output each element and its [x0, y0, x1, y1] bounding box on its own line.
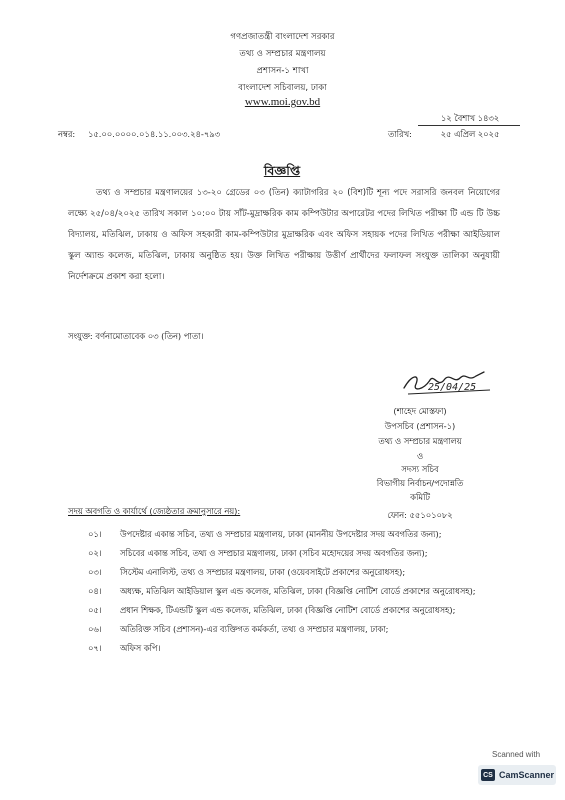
- section-name: প্রশাসন-১ শাখা: [256, 66, 309, 76]
- distribution-item-number: ০১।: [88, 529, 102, 539]
- camscanner-logo-icon: CS: [481, 769, 495, 781]
- distribution-item-number: ০৪।: [88, 586, 102, 596]
- distribution-item: [68, 585, 508, 603]
- distribution-item: [68, 547, 508, 565]
- camscanner-box: [478, 765, 556, 785]
- memo-number: ১৫.০০.০০০০.০১৪.১১.০০৩.২৪-৭৯৩: [88, 129, 221, 139]
- distribution-item-number: ০৫।: [88, 605, 102, 615]
- distribution-item-text: প্রধান শিক্ষক, টিএন্ডটি স্কুল এন্ড কলেজ, মতিঝিল, ঢাকা (বিজ্ঞপ্তি নোটিশ বোর্ডে প্রকাশের অনুরোধসহ);: [120, 605, 456, 615]
- memo-number-label: নম্বর:: [58, 129, 76, 139]
- distribution-item-text: উপদেষ্টার একান্ত সচিব, তথ্য ও সম্প্রচার মন্ত্রণালয়, ঢাকা (মাননীয় উপদেষ্টার সদয় অবগতির জন্য);: [120, 529, 442, 539]
- date-gregorian: ২৫ এপ্রিল ২০২৫: [440, 129, 500, 139]
- distribution-item: [68, 642, 508, 660]
- distribution-item-text: সিস্টেম এনালিস্ট, তথ্য ও সম্প্রচার মন্ত্রণালয়, ঢাকা (ওয়েবসাইটে প্রকাশের অনুরোধসহ);: [120, 567, 406, 577]
- distribution-item-text: অফিস কপি।: [120, 643, 161, 653]
- date-label: তারিখ:: [388, 129, 412, 139]
- distribution-heading: সদয় অবগতি ও কার্যার্থে (জ্যেষ্ঠতার ক্রমানুসারে নয়):: [68, 506, 241, 516]
- camscanner-name: CamScanner: [499, 770, 555, 780]
- date-divider: [418, 125, 520, 126]
- distribution-item-text: সচিবের একান্ত সচিব, তথ্য ও সম্প্রচার মন্ত্রণালয়, ঢাকা (সচিব মহোদয়ের সদয় অবগতির জন্য);: [120, 548, 428, 558]
- committee-line-2: কমিটি: [410, 492, 430, 502]
- attachment-note: সংযুক্ত: বর্ণনামোতাবেক ০৩ (তিন) পাতা।: [68, 331, 204, 341]
- ministry-name: তথ্য ও সম্প্রচার মন্ত্রণালয়: [239, 49, 326, 59]
- distribution-item-number: ০৩।: [88, 567, 102, 577]
- notice-title: বিজ্ঞপ্তি: [263, 163, 301, 178]
- date-bangla: ১২ বৈশাখ ১৪৩২: [440, 113, 500, 123]
- camscanner-badge: [478, 750, 558, 792]
- distribution-item: [68, 623, 508, 641]
- distribution-item-text: অতিরিক্ত সচিব (প্রশাসন)-এর ব্যক্তিগত কর্মকর্তা, তথ্য ও সম্প্রচার মন্ত্রণালয়, ঢাকা;: [120, 624, 389, 634]
- office-location: বাংলাদেশ সচিবালয়, ঢাকা: [238, 83, 327, 93]
- notice-title-wrap: [250, 160, 314, 183]
- distribution-item: [68, 566, 508, 584]
- notice-body: তথ্য ও সম্প্রচার মন্ত্রণালয়ের ১৩-২০ গ্রেডের ০৩ (তিন) ক্যাটাগরির ২০ (বিশ)টি শূন্য পদে সরাসরি জনবল নিয়োগের লক্ষ্যে ২৫/০৪/২০২৫ তারিখ সকাল ১০:০০ টায় সাঁট-মুদ্রাক্ষরিক কাম কম্পিউটার অপারেটর পদের লিখিত পরীক্ষা টি এন্ড টি উচ্চ বিদ্যালয়, মতিঝিল, ঢাকায় ও অফিস সহকারী কাম-কম্পিউটার মুদ্রাক্ষরিক এবং অফিস সহায়ক পদের লিখিত পরীক্ষা আইডিয়াল স্কুল অ্যান্ড কলেজ, মতিঝিল, ঢাকায় অনুষ্ঠিত হয়। উক্ত লিখিত পরীক্ষায় উত্তীর্ণ প্রার্থীদের ফলাফল সংযুক্ত তালিকা অনুযায়ী নির্দেশক্রমে প্রকাশ করা হলো।: [68, 188, 500, 282]
- signatory-role: সদস্য সচিব: [401, 464, 439, 474]
- scanned-with-label: Scanned with: [492, 750, 541, 759]
- signatory-designation: উপসচিব (প্রশাসন-১): [384, 421, 456, 431]
- signature-date: 25/04/25: [428, 382, 477, 393]
- distribution-item: [68, 604, 508, 622]
- distribution-item-number: ০২।: [88, 548, 102, 558]
- signatory-name: (শাহেদ মোস্তফা): [393, 406, 447, 416]
- govt-name: গণপ্রজাতন্ত্রী বাংলাদেশ সরকার: [230, 32, 335, 42]
- signatory-phone: ফোন: ৫৫১০১০৮২: [387, 510, 453, 520]
- signatory-ministry: তথ্য ও সম্প্রচার মন্ত্রণালয়: [378, 436, 462, 446]
- distribution-item-text: অধ্যক্ষ, মতিঝিল আইডিয়াল স্কুল এন্ড কলেজ, মতিঝিল, ঢাকা (বিজ্ঞপ্তি নোটিশ বোর্ডে প্রকাশের অনুরোধসহ);: [120, 586, 476, 596]
- distribution-item: [68, 528, 508, 546]
- distribution-item-number: ০৭।: [88, 643, 102, 653]
- website-link[interactable]: www.moi.gov.bd: [244, 96, 321, 108]
- signatory-and: ও: [416, 451, 424, 461]
- distribution-item-number: ০৬।: [88, 624, 102, 634]
- committee-line-1: বিভাগীয় নির্বাচন/পদোন্নতি: [376, 478, 464, 488]
